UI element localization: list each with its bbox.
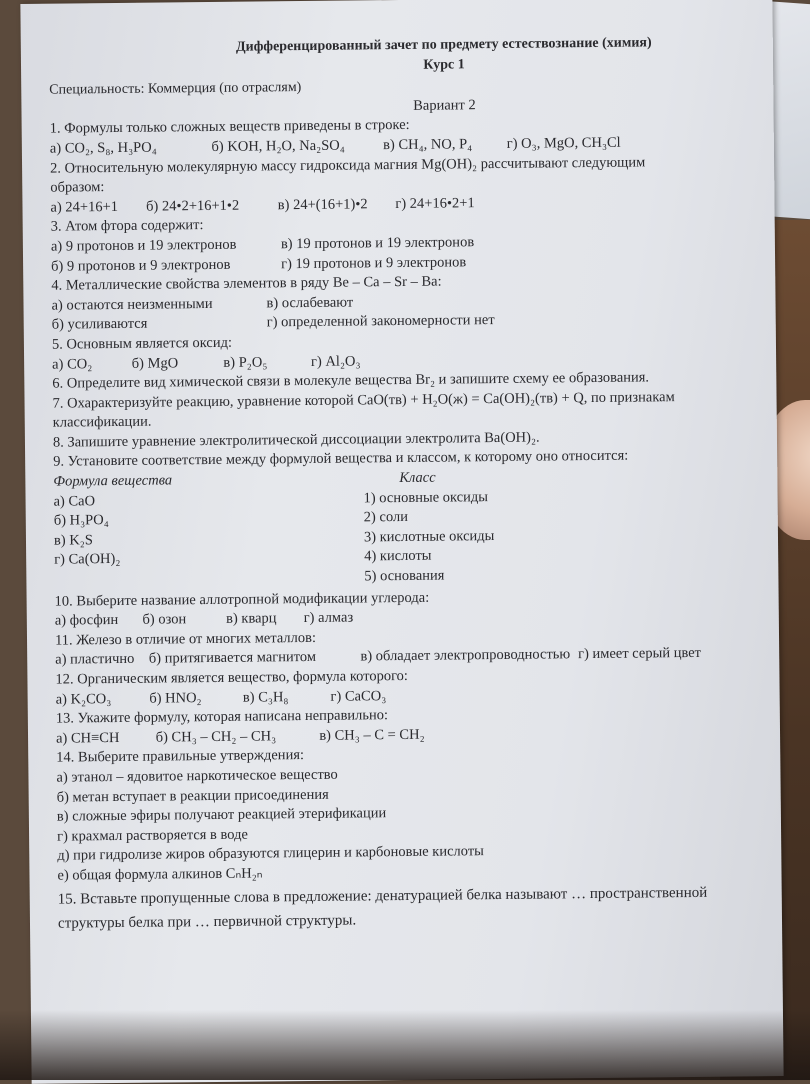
option-b: б) MgO bbox=[131, 354, 179, 372]
statement-item: а) этанол – ядовитое наркотическое вещество bbox=[56, 766, 338, 786]
question-4: 4. Металлические свойства элементов в ряду Be – Ca – Sr – Ba: bbox=[51, 273, 442, 294]
option-a: а) 9 протонов и 19 электронов bbox=[50, 236, 237, 255]
formula-item: в) K₂S bbox=[53, 532, 93, 549]
option-b: б) 24•2+16+1•2 bbox=[146, 197, 240, 215]
option-d: г) имеет серый цвет bbox=[578, 645, 702, 663]
specialty-label: Специальность: Коммерция (по отраслям) bbox=[49, 80, 302, 98]
matching-table bbox=[53, 465, 754, 590]
option-c: в) кварц bbox=[225, 610, 277, 628]
question-2: 2. Относительную молекулярную массу гидроксида магния Mg(OH)₂ рассчитывают следующим bbox=[50, 153, 646, 177]
option-c: в) C₃H₈ bbox=[242, 688, 289, 706]
question-8: 8. Запишите уравнение электролитической диссоциации электролита Ba(OH)₂. bbox=[52, 429, 540, 451]
statement-item: б) метан вступает в реакции присоединения bbox=[56, 786, 329, 806]
formula-column bbox=[53, 470, 354, 591]
option-c: в) CH₄, NO, P₄ bbox=[383, 136, 473, 154]
class-item: 3) кислотные оксиды bbox=[363, 527, 495, 546]
option-a: а) 24+16+1 bbox=[50, 198, 119, 216]
option-a: а) CO₂ bbox=[52, 355, 93, 373]
formula-item: а) CaO bbox=[53, 492, 96, 510]
formula-header: Формула вещества bbox=[53, 472, 173, 490]
bottom-shadow bbox=[0, 1010, 810, 1080]
option-c: в) P₂O₅ bbox=[223, 353, 268, 371]
question-1: 1. Формулы только сложных веществ приведены в строке: bbox=[49, 117, 410, 138]
option-b: б) озон bbox=[142, 611, 187, 628]
option-b: б) 9 протонов и 9 электронов bbox=[51, 256, 231, 275]
option-b: б) CH₃ – CH₂ – CH₃ bbox=[155, 728, 277, 746]
option-c: в) 24+(16+1)•2 bbox=[277, 196, 368, 214]
class-item: 5) основания bbox=[364, 567, 445, 585]
option-b: б) усиливаются bbox=[51, 315, 148, 333]
statement-item: в) сложные эфиры получают реакцией этерификации bbox=[56, 805, 387, 825]
course-label: Курс 1 bbox=[423, 56, 465, 73]
option-d: г) O₃, MgO, CH₃Cl bbox=[506, 134, 621, 152]
formula-item: б) H₃PO₄ bbox=[53, 512, 109, 529]
option-b: б) притягивается магнитом bbox=[148, 649, 317, 668]
variant-label: Вариант 2 bbox=[413, 96, 476, 114]
option-c: в) обладает электропроводностью bbox=[360, 646, 571, 665]
exam-sheet bbox=[20, 0, 783, 1084]
question-12: 12. Органическим является вещество, формула которого: bbox=[55, 667, 408, 688]
question-9: 9. Установите соответствие между формулой вещества и классом, к которому оно относится: bbox=[53, 448, 629, 471]
question-5: 5. Основным является оксид: bbox=[51, 334, 233, 353]
question-13: 13. Укажите формулу, которая написана неправильно: bbox=[55, 707, 389, 727]
statement-item: е) общая формула алкинов CₙH₂ₙ bbox=[57, 865, 263, 884]
class-header: Класс bbox=[399, 469, 436, 487]
sheet-content bbox=[49, 32, 758, 934]
formula-item: г) Ca(OH)₂ bbox=[54, 551, 121, 569]
option-c: в) ослабевают bbox=[266, 294, 354, 312]
option-d: г) Al₂O₃ bbox=[310, 352, 361, 370]
question-11: 11. Железо в отличие от многих металлов: bbox=[54, 629, 317, 649]
option-b: б) KOH, H₂O, Na₂SO₄ bbox=[211, 137, 345, 155]
option-d: г) определенной закономерности нет bbox=[266, 312, 495, 331]
question-6: 6. Определите вид химической связи в молекуле вещества Br₂ и запишите схему ее образования. bbox=[52, 369, 650, 392]
option-c: в) 19 протонов и 19 электронов bbox=[280, 234, 475, 253]
option-d: г) 19 протонов и 9 электронов bbox=[281, 253, 467, 272]
option-c: в) CH₃ – C = CH₂ bbox=[319, 726, 425, 744]
option-d: г) CaCO₃ bbox=[330, 687, 387, 705]
option-a: а) фосфин bbox=[54, 612, 119, 629]
class-item: 4) кислоты bbox=[364, 548, 432, 565]
question-2-cont: образом: bbox=[50, 179, 105, 196]
statement-item: д) при гидролизе жиров образуются глицерин и карбоновые кислоты bbox=[57, 843, 484, 864]
question-15: 15. Вставьте пропущенные слова в предложение: денатурацией белка называют … пространственной bbox=[57, 884, 708, 908]
question-10: 10. Выберите название аллотропной модификации углерода: bbox=[54, 589, 430, 610]
class-item: 1) основные оксиды bbox=[363, 488, 489, 507]
option-a: а) CH≡CH bbox=[55, 729, 120, 747]
class-item: 2) соли bbox=[363, 509, 409, 526]
question-15-cont: структуры белка при … первичной структуры. bbox=[57, 912, 357, 932]
option-d: г) алмаз bbox=[303, 609, 354, 627]
option-b: б) HNO₂ bbox=[149, 689, 202, 707]
option-a: а) K₂CO₃ bbox=[55, 690, 112, 708]
option-a: а) остаются неизменными bbox=[51, 295, 213, 314]
class-column bbox=[353, 467, 624, 587]
question-7: 7. Охарактеризуйте реакцию, уравнение которой CaO(тв) + H₂O(ж) = Ca(OH)₂(тв) + Q, по признакам bbox=[52, 388, 675, 412]
option-a: а) CO₂, S₈, H₃PO₄ bbox=[49, 139, 157, 157]
question-14: 14. Выберите правильные утверждения: bbox=[56, 747, 305, 767]
statement-item: г) крахмал растворяется в воде bbox=[57, 826, 248, 845]
question-3: 3. Атом фтора содержит: bbox=[50, 217, 204, 236]
doc-title: Дифференцированный зачет по предмету естествознание (химия) bbox=[235, 35, 652, 55]
option-a: а) пластично bbox=[55, 651, 135, 669]
question-7-cont: классификации. bbox=[52, 413, 152, 431]
option-d: г) 24+16•2+1 bbox=[395, 194, 475, 212]
